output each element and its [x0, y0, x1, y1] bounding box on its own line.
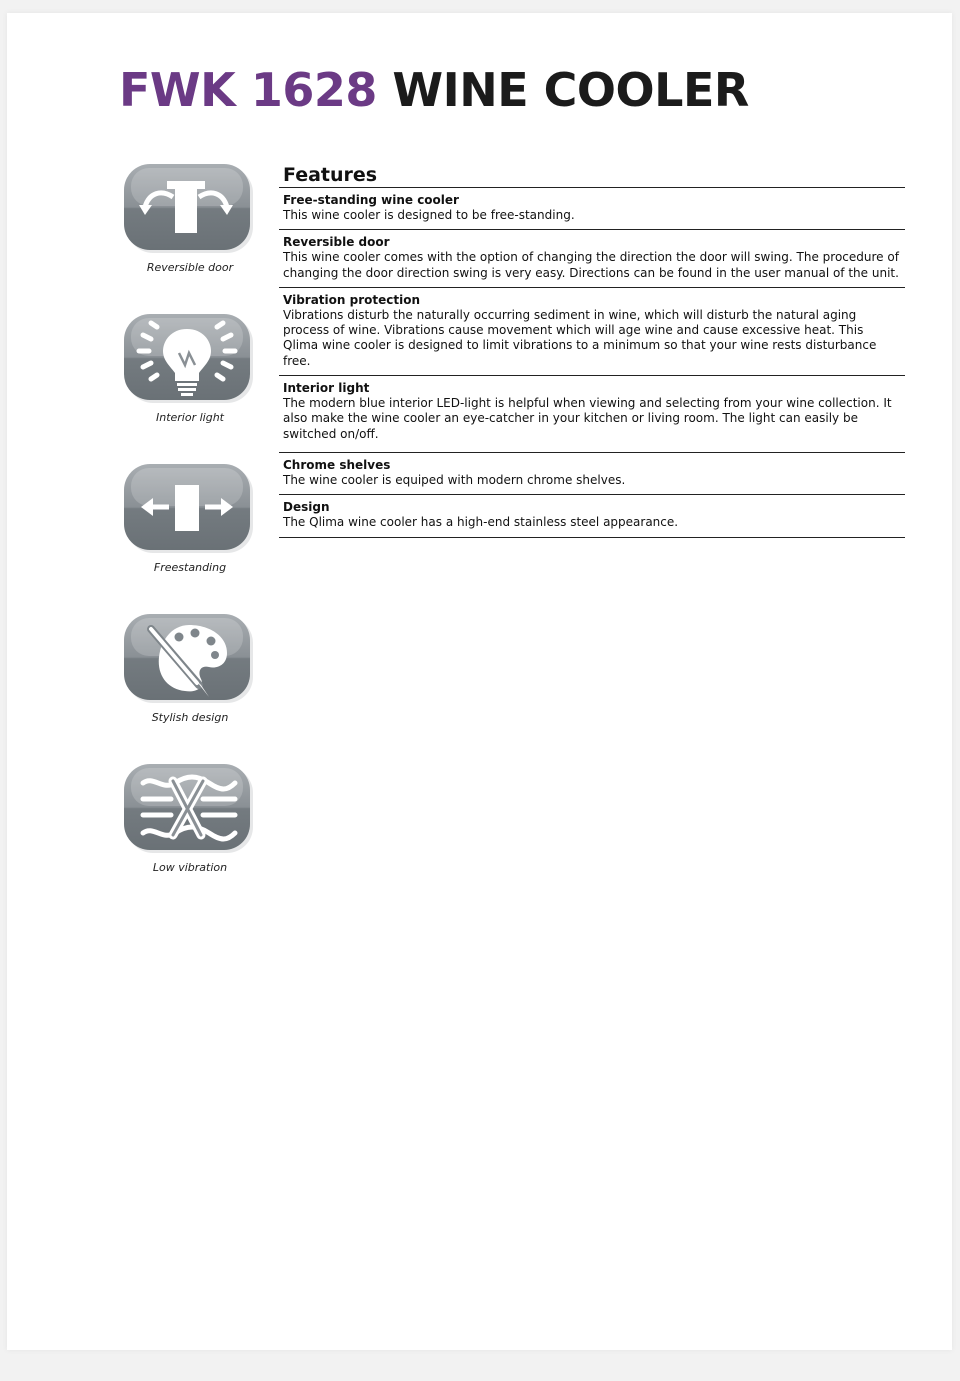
feature-description: This wine cooler comes with the option of changing the direction the door will swing. The procedure of changing the door direction swing is very easy. Directions can be found in the user manual of the unit. — [283, 250, 899, 280]
features-heading: Features — [279, 163, 905, 188]
feature-interior-light — [279, 376, 905, 453]
feature-reversible-door — [279, 230, 905, 288]
page-title — [119, 59, 749, 121]
feature-title: Reversible door — [283, 235, 390, 250]
page — [7, 13, 952, 1350]
feature-title: Free-standing wine cooler — [283, 193, 459, 207]
feature-description: This wine cooler is designed to be free-standing. — [283, 208, 575, 222]
feature-title: Vibration protection — [283, 292, 420, 307]
feature-title: Interior light — [283, 381, 370, 396]
feature-title: Chrome shelves — [283, 457, 391, 472]
feature-chrome-shelves — [279, 453, 905, 495]
icon-item-low-vibration — [115, 763, 265, 893]
feature-title: Design — [283, 500, 330, 515]
icon-caption: Low vibration — [152, 861, 228, 874]
icon-item-stylish-design — [115, 613, 265, 743]
interior-light-icon — [123, 313, 255, 405]
icon-item-freestanding — [115, 463, 265, 593]
icon-item-interior-light — [115, 313, 265, 443]
feature-description: The Qlima wine cooler has a high-end stainless steel appearance. — [283, 515, 679, 530]
feature-description: The wine cooler is equiped with modern chrome shelves. — [283, 472, 626, 487]
icon-caption: Interior light — [155, 411, 224, 424]
product-name: WINE COOLER — [392, 63, 749, 117]
icon-item-reversible-door — [115, 163, 265, 293]
low-vibration-icon — [123, 763, 255, 855]
model-number: FWK 1628 — [119, 63, 377, 117]
feature-description: The modern blue interior LED-light is helpful when viewing and selecting from your wine collection. It also make the wine cooler an eye-catcher in your kitchen or living room. The light can easily be switched on/off. — [283, 396, 892, 441]
feature-description: Vibrations disturb the naturally occurring sediment in wine, which will disturb the natural aging process of wine. Vibrations cause movement which will age wine and cause excessive heat. This Qlima wine cooler is designed to limit vibrations to a minimum so that your wine rests disturbance free. — [283, 307, 877, 368]
feature-vibration-protection — [279, 288, 905, 376]
stylish-design-icon — [123, 613, 255, 705]
icon-caption: Reversible door — [146, 261, 234, 274]
feature-design — [279, 495, 905, 537]
features-section — [279, 163, 905, 538]
icon-caption: Freestanding — [153, 561, 227, 574]
icon-caption: Stylish design — [151, 711, 229, 724]
feature-free-standing — [279, 188, 905, 230]
freestanding-icon — [123, 463, 255, 555]
reversible-door-icon — [123, 163, 255, 255]
